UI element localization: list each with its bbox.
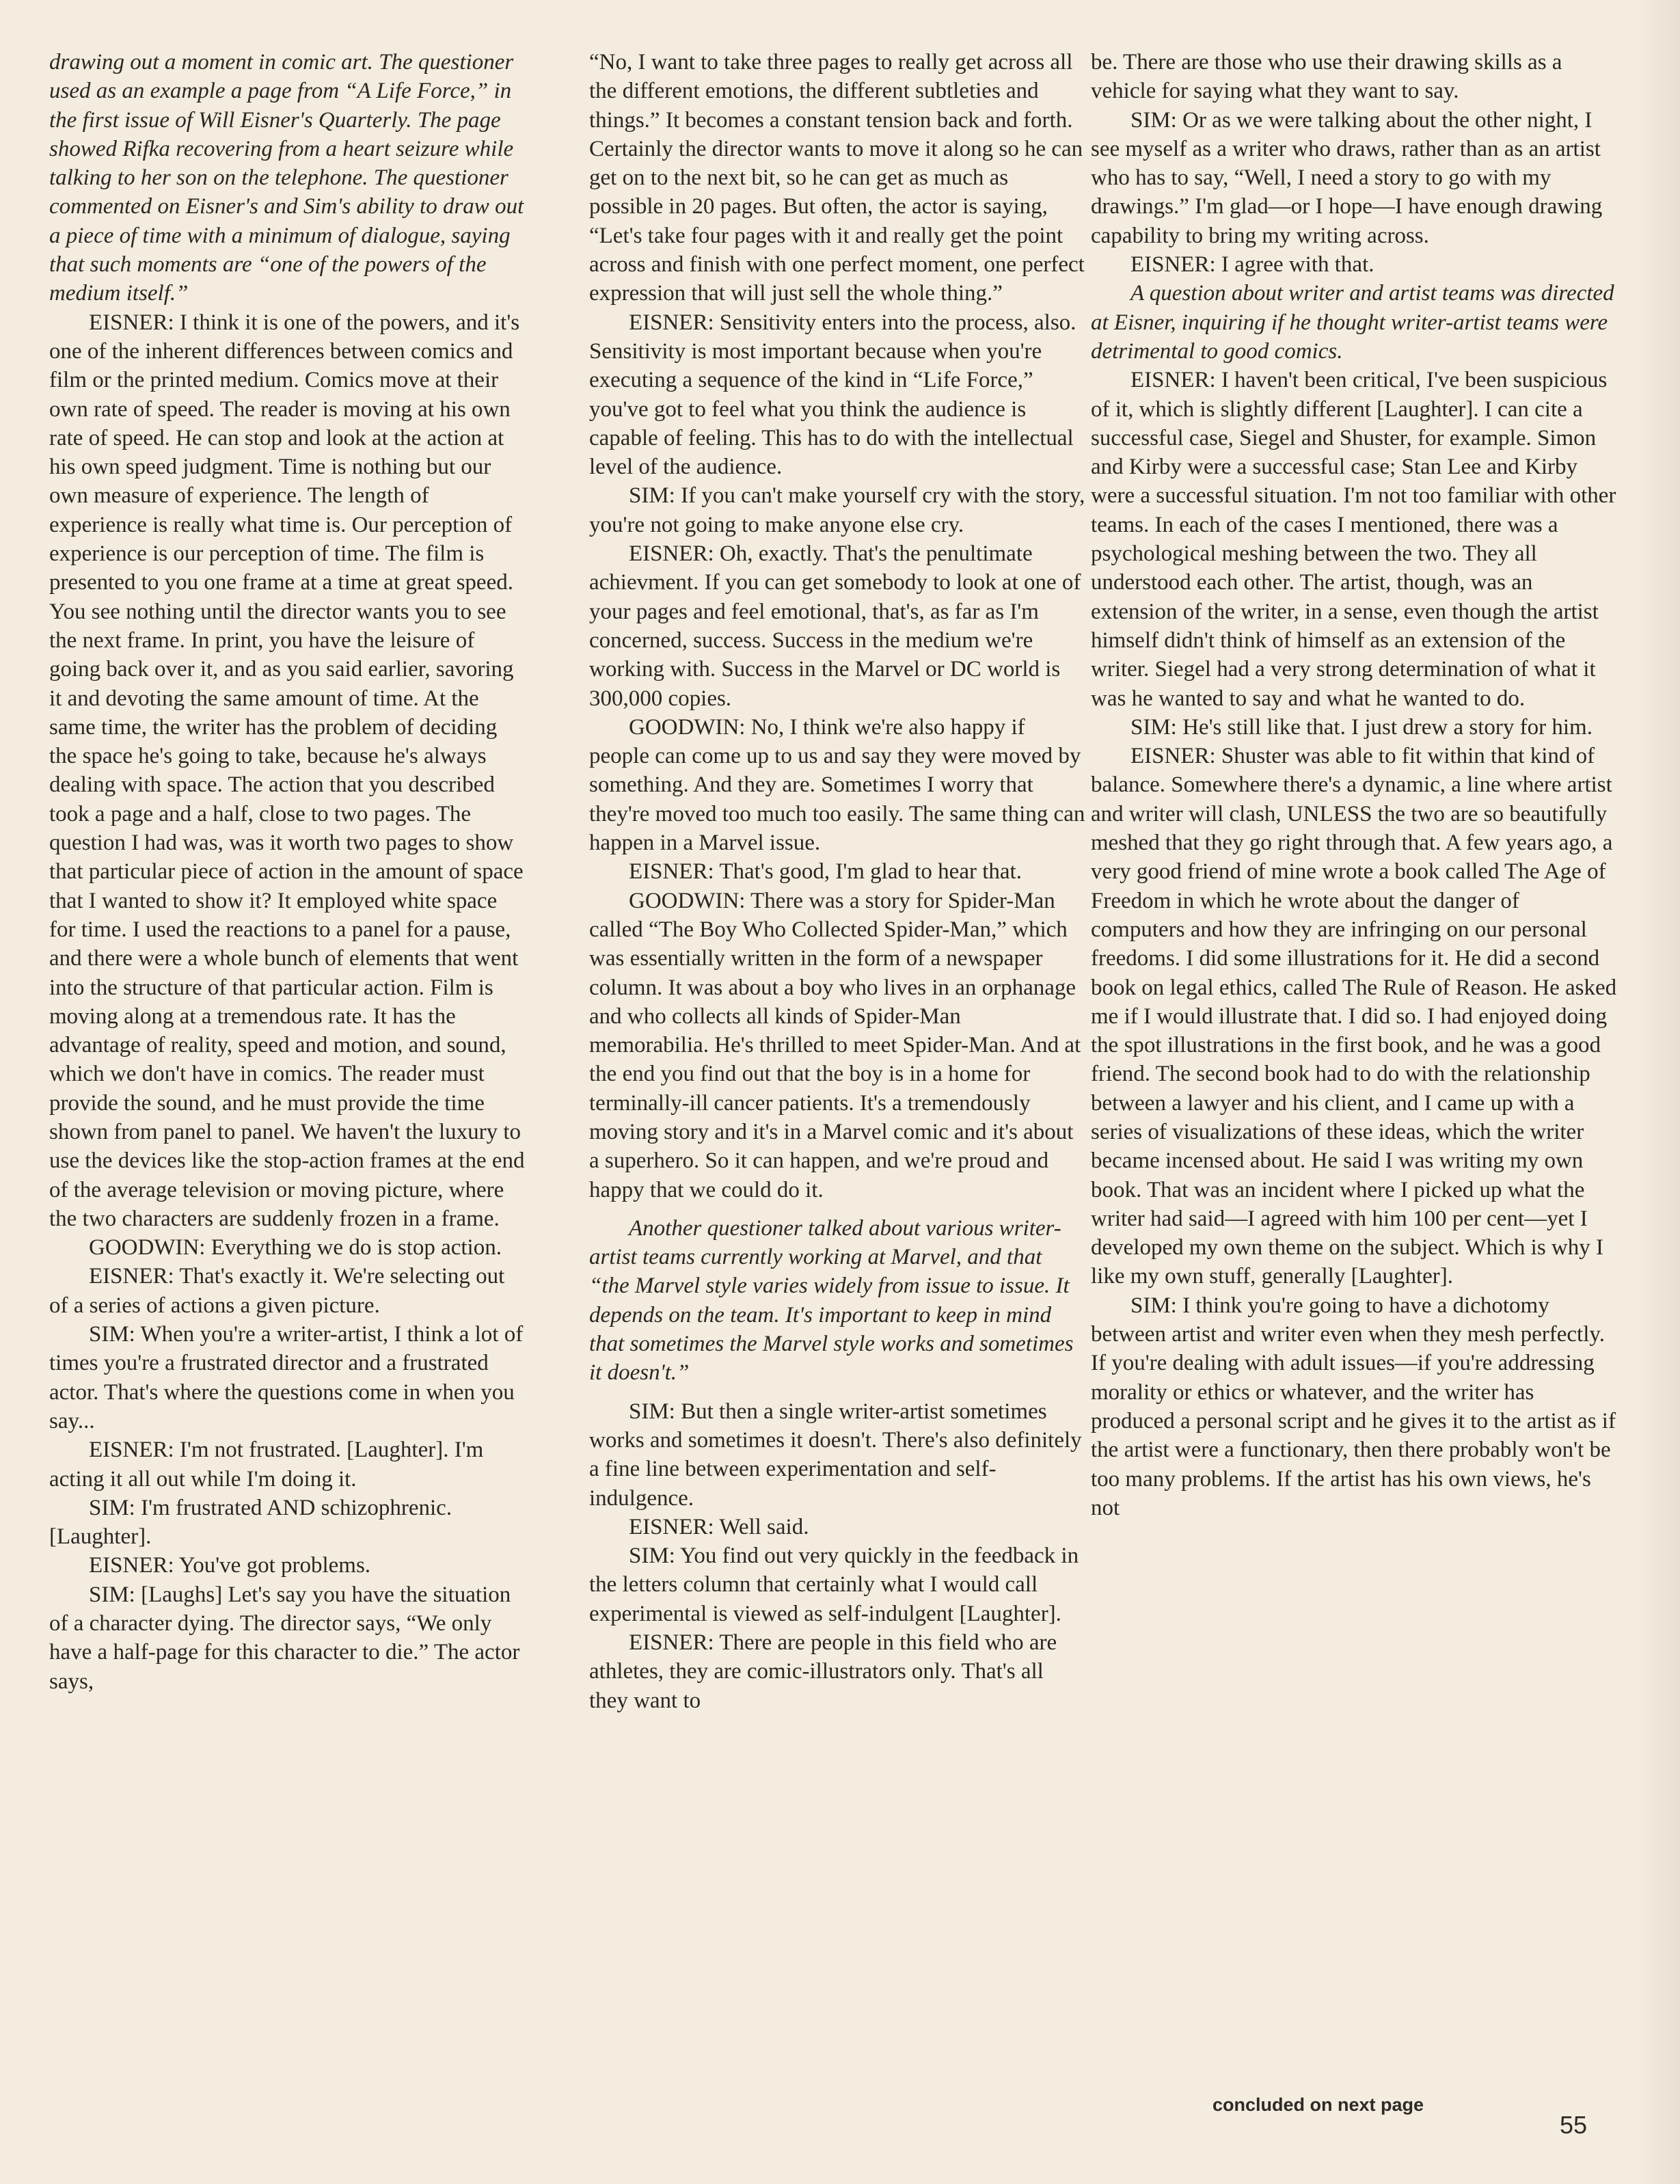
paragraph: SIM: He's still like that. I just drew a story for him. (1130, 714, 1593, 740)
paragraph: EISNER: I'm not frustrated. [Laughter]. I'm acting it all out while I'm doing it. (49, 1438, 484, 1492)
paragraph: SIM: When you're a writer-artist, I think a lot of times you're a frustrated director and a frustrated actor. That's where the questions come in when you say... (49, 1322, 524, 1433)
text-column-1 (49, 48, 528, 1696)
paragraph: EISNER: Well said. (629, 1514, 809, 1539)
paragraph: GOODWIN: No, I think we're also happy if people can come up to us and say they were moved by something. And they are. Sometimes I worry that they're moved too much too easily. The same thing can happen in a Marvel issue. (589, 714, 1085, 856)
paragraph: be. There are those who use their drawing skills as a vehicle for saying what they want to say. (1091, 50, 1562, 104)
paragraph: “No, I want to take three pages to really get across all the different emotions, the different subtleties and things.” It becomes a constant tension back and forth. Certainly the director wants to move it along so he can get on to the next bit, so he can get as much as possible in 20 pages. But often, the actor is saying, “Let's take four pages with it and really get the point across and finish with one perfect moment, one perfect expression that will just sell the whole thing.” (589, 50, 1085, 306)
continued-note: concluded on next page (1212, 2094, 1424, 2115)
paragraph: EISNER: I agree with that. (1130, 252, 1374, 278)
paragraph: SIM: Or as we were talking about the other night, I see myself as a writer who draws, rather than as an artist who has to say, “Well, I need a story to go with my drawings.” I'm glad—or I hope—I have enough drawing capability to bring my writing across. (1091, 107, 1603, 248)
paragraph: EISNER: I haven't been critical, I've been suspicious of it, which is slightly different [Laughter]. I can cite a successful case, Siegel and Shuster, for example. Simon and Kirby were a successful case; Stan Lee and Kirby were a successful situation. I'm not too familiar with other teams. In each of the cases I mentioned, there was a psychological meshing between the two. They all understood each other. The artist, though, was an extension of the writer, in a sense, even though the artist himself didn't think of himself as an extension of the writer. Siegel had a very strong determination of what it was he wanted to say and what he wanted to do. (1091, 368, 1616, 711)
paragraph: EISNER: That's exactly it. We're selecting out of a series of actions a given picture. (49, 1264, 505, 1318)
paragraph: A question about writer and artist teams was directed at Eisner, inquiring if he thought writer-artist teams were detrimental to good comics. (1091, 281, 1614, 364)
paragraph: EISNER: You've got problems. (89, 1553, 371, 1578)
paragraph: SIM: I think you're going to have a dichotomy between artist and writer even when they mesh perfectly. If you're dealing with adult issues—if you're addressing morality or ethics or whatever, and the writer has produced a personal script and he gives it to the artist as if the artist were a functionary, then there probably won't be too many problems. If the artist has his own views, he's not (1091, 1293, 1616, 1520)
page-number: 55 (1560, 2111, 1588, 2139)
paragraph: EISNER: There are people in this field who are athletes, they are comic-illustrators only. That's all they want to (589, 1630, 1057, 1713)
paragraph: EISNER: Oh, exactly. That's the penultimate achievment. If you can get somebody to look at one of your pages and feel emotional, that's, as far as I'm concerned, success. Success in the medium we're working with. Success in the Marvel or DC world is 300,000 copies. (589, 541, 1081, 711)
paragraph: SIM: But then a single writer-artist sometimes works and sometimes it doesn't. There's also definitely a fine line between experimentation and self-indulgence. (589, 1399, 1082, 1511)
paragraph: EISNER: That's good, I'm glad to hear that. (629, 859, 1022, 885)
paragraph: EISNER: Sensitivity enters into the process, also. Sensitivity is most important because when you're executing a sequence of the kind in “Life Force,” you've got to feel what you think the audience is capable of feeling. This has to do with the intellectual level of the audience. (589, 310, 1076, 480)
text-column-3 (1091, 48, 1617, 1522)
paragraph: SIM: [Laughs] Let's say you have the situation of a character dying. The director says, “We only have a half-page for this character to die.” The actor says, (49, 1582, 520, 1694)
text-column-2 (589, 48, 1085, 1715)
paragraph: Another questioner talked about various writer-artist teams currently working at Marvel, and that “the Marvel style varies widely from issue to issue. It depends on the team. It's important to keep in mind that sometimes the Marvel style works and sometimes it doesn't.” (589, 1215, 1074, 1386)
paragraph: SIM: I'm frustrated AND schizophrenic. [Laughter]. (49, 1495, 452, 1550)
paragraph: SIM: You find out very quickly in the feedback in the letters column that certainly what I would call experimental is viewed as self-indulgent [Laughter]. (589, 1543, 1079, 1626)
paragraph: drawing out a moment in comic art. The questioner used as an example a page from “A Life Force,” in the first issue of Will Eisner's Quarterly. The page showed Rifka recovering from a heart seizure while talking to her son on the telephone. The questioner commented on Eisner's and Sim's ability to draw out a piece of time with a minimum of dialogue, saying that such moments are “one of the powers of the medium itself.” (49, 50, 524, 306)
paragraph: GOODWIN: Everything we do is stop action. (89, 1235, 502, 1260)
paragraph: GOODWIN: There was a story for Spider-Man called “The Boy Who Collected Spider-Man,” which was essentially written in the form of a newspaper column. It was about a boy who lives in an orphanage and who collects all kinds of Spider-Man memorabilia. He's thrilled to meet Spider-Man. And at the end you find out that the boy is in a home for terminally-ill cancer patients. It's a tremendously moving story and it's in a Marvel comic and it's about a superhero. So it can happen, and we're proud and happy that we could do it. (589, 888, 1081, 1202)
paragraph: EISNER: Shuster was able to fit within that kind of balance. Somewhere there's a dynamic, a line where artist and writer will clash, UNLESS the two are so beautifully meshed that they go right through that. A few years ago, a very good friend of mine wrote a book called The Age of Freedom in which he wrote about the danger of computers and how they are infringing on our personal freedoms. I did some illustrations for it. He did a second book on legal ethics, called The Rule of Reason. He asked me if I would illustrate that. I did so. I had enjoyed doing the spot illustrations in the first book, and he was a good friend. The second book had to do with the relationship between a lawyer and his client, and I came up with a series of visualizations of these ideas, which the writer became incensed about. He said I was writing my own book. That was an incident where I picked up what the writer had said—I agreed with him 100 per cent—yet I developed my own theme on the subject. Which is why I like my own stuff, generally [Laughter]. (1091, 744, 1617, 1289)
paragraph: EISNER: I think it is one of the powers, and it's one of the inherent differences between comics and film or the printed medium. Comics move at their own rate of speed. The reader is moving at his own rate of speed. He can stop and look at the action at his own speed judgment. Time is nothing but our own measure of experience. The length of experience is really what time is. Our perception of experience is our perception of time. The film is presented to you one frame at a time at great speed. You see nothing until the director wants you to see the next frame. In print, you have the leisure of going back over it, and as you said earlier, savoring it and devoting the same amount of time. At the same time, the writer has the problem of deciding the space he's going to take, because he's always dealing with space. The action that you described took a page and a half, close to two pages. The question I had was, was it worth two pages to show that particular piece of action in the amount of space that I wanted to show it? It employed white space for time. I used the reactions to a panel for a pause, and there were a whole bunch of elements that went into the structure of that particular action. Film is moving along at a tremendous rate. It has the advantage of reality, speed and motion, and sound, which we don't have in comics. The reader must provide the sound, and he must provide the time shown from panel to panel. We haven't the luxury to use the devices like the stop-action frames at the end of the average television or moving picture, where the two characters are suddenly frozen in a frame. (49, 310, 525, 1231)
paragraph: SIM: If you can't make yourself cry with the story, you're not going to make anyone else cry. (589, 483, 1085, 537)
page-edge-shadow (1639, 0, 1680, 2184)
